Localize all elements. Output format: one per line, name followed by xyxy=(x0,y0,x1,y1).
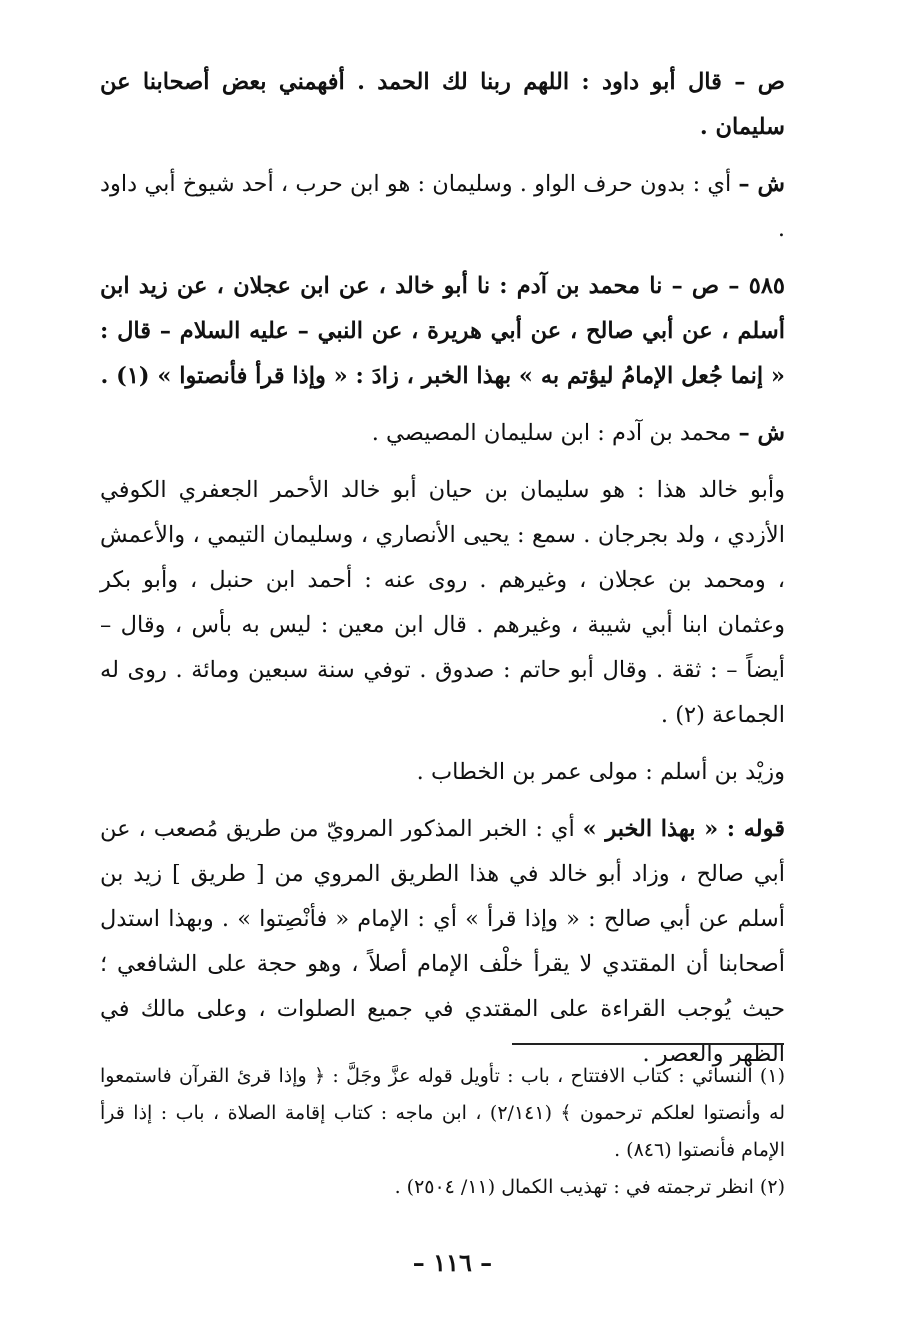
footnotes xyxy=(100,1058,785,1206)
paragraph-2 xyxy=(100,162,785,252)
paragraph-2-text: أي : بدون حرف الواو . وسليمان : هو ابن حرب ، أحد شيوخ أبي داود . xyxy=(100,171,785,242)
paragraph-7-lead: قوله : « بهذا الخبر » xyxy=(582,816,785,842)
paragraph-4 xyxy=(100,411,785,456)
paragraph-1-text: ص – قال أبو داود : اللهم ربنا لك الحمد . أفهمني بعض أصحابنا عن سليمان . xyxy=(100,69,785,140)
paragraph-1 xyxy=(100,60,785,150)
paragraph-5 xyxy=(100,468,785,738)
paragraph-2-lead: ش – xyxy=(738,171,785,197)
footnote-1: (١) النسائي : كتاب الافتتاح ، باب : تأويل قوله عزَّ وجَلَّ : ﴿ وإذا قرئ القرآن فاستمعوا له وأنصتوا لعلكم ترحمون ﴾ (٢/١٤١) ، ابن ماجه : كتاب إقامة الصلاة ، باب : إذا قرأ الإمام فأنصتوا (٨٤٦) . xyxy=(100,1065,786,1161)
hadith-585 xyxy=(100,264,785,399)
paragraph-4-text: محمد بن آدم : ابن سليمان المصيصي . xyxy=(371,420,739,446)
paragraph-6 xyxy=(100,750,785,795)
main-text xyxy=(100,60,785,1089)
paragraph-4-lead: ش – xyxy=(738,420,785,446)
page-number: – ١١٦ – xyxy=(412,1248,493,1277)
paragraph-5-text: وأبو خالد هذا : هو سليمان بن حيان أبو خالد الأحمر الجعفري الكوفي الأزدي ، ولد بجرجان . سمع : يحيى الأنصاري ، وسليمان التيمي ، والأعمش ، ومحمد بن عجلان ، وغيرهم . روى عنه : أحمد ابن حنبل ، وأبو بكر وعثمان ابنا أبي شيبة ، وغيرهم . قال ابن معين : ليس به بأس ، وقال – أيضاً – : ثقة . وقال أبو حاتم : صدوق . توفي سنة سبعين ومائة . روى له الجماعة (٢) . xyxy=(100,477,785,728)
paragraph-7-text: أي : الخبر المذكور المرويّ من طريق مُصعب ، عن أبي صالح ، وزاد أبو خالد في هذا الطريق المروي من [ طريق ] زيد بن أسلم عن أبي صالح : « وإذا قرأ » أي : الإمام « فأنْصِتوا » . وبهذا استدل أصحابنا أن المقتدي لا يقرأ خلْف الإمام أصلاً ، وهو حجة على الشافعي ؛ حيث يُوجب القراءة على المقتدي في جميع الصلوات ، وعلى مالك في الظهر والعصر . xyxy=(100,816,785,1067)
footnote-2: (٢) انظر ترجمته في : تهذيب الكمال (١١/ ٢٥٠٤) . xyxy=(394,1176,785,1198)
paragraph-6-text: وزيْد بن أسلم : مولى عمر بن الخطاب . xyxy=(416,759,785,785)
hadith-585-text: ٥٨٥ – ص – نا محمد بن آدم : نا أبو خالد ، عن ابن عجلان ، عن زيد ابن أسلم ، عن أبي صالح ، عن أبي هريرة ، عن النبي – عليه السلام – قال : « إنما جُعل الإمامُ ليؤتم به » بهذا الخبر ، زادَ : « وإذا قرأ فأنصتوا » (١) . xyxy=(100,273,785,389)
footnote-divider xyxy=(512,1043,784,1045)
paragraph-7 xyxy=(100,807,785,1077)
